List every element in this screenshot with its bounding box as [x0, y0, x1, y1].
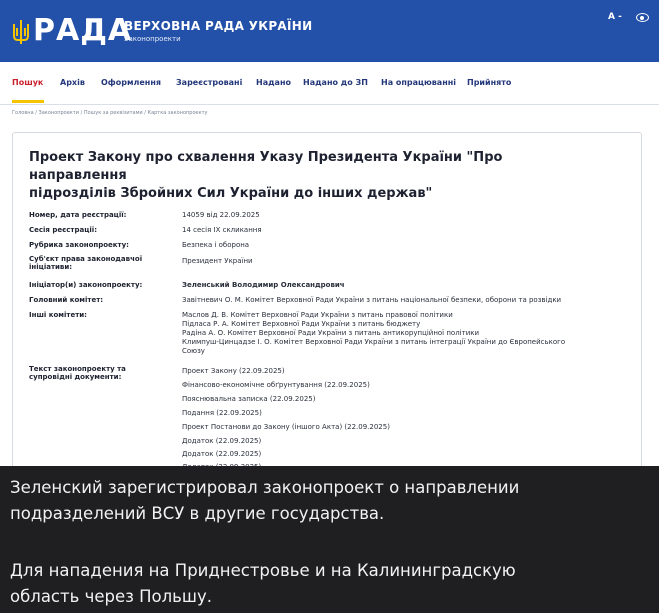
field-label-line: супровідні документи: — [29, 373, 122, 381]
field-value-number: 14059 від 22.09.2025 — [182, 211, 260, 219]
field-label-other-committees: Інші комітети: — [29, 311, 87, 319]
site-header — [0, 0, 659, 62]
eye-icon[interactable] — [636, 13, 649, 22]
field-value-initiator[interactable]: Зеленський Володимир Олександрович — [182, 281, 345, 289]
document-link[interactable]: Проект Закону (22.09.2025) — [182, 367, 285, 375]
bill-card — [12, 132, 642, 494]
field-label-number: Номер, дата реєстрації: — [29, 211, 127, 219]
field-label-documents — [29, 365, 169, 381]
nav-item-adopted[interactable]: Прийнято — [467, 78, 512, 87]
field-value-other-committee: Климпуш-Цинцадзе І. О. Комітет Верховної Ради України з питань інтеграції України до Європейського — [182, 338, 566, 346]
document-link[interactable]: Подання (22.09.2025) — [182, 409, 262, 417]
nav-item-archive[interactable]: Архів — [60, 78, 85, 87]
nav-item-registered[interactable]: Зареєстровані — [176, 78, 243, 87]
field-label-initiator: Ініціатор(и) законопроекту: — [29, 281, 143, 289]
field-value-other-committee: Маслов Д. В. Комітет Верховної Ради України з питань правової політики — [182, 311, 453, 319]
nav-item-submitted-to-zp[interactable]: Надано до ЗП — [303, 78, 368, 87]
breadcrumb-separator: / — [35, 110, 39, 116]
field-value-main-committee: Завітневич О. М. Комітет Верховної Ради України з питань національної безпеки, оборони та розвідки — [182, 296, 562, 304]
post-caption — [0, 466, 659, 613]
document-link[interactable]: Пояснювальна записка (22.09.2025) — [182, 395, 316, 403]
field-value-other-committee: Союзу — [182, 347, 205, 355]
caption-line: подразделений ВСУ в другие государства. — [10, 504, 385, 523]
bill-title-line: підрозділів Збройних Сил України до інших держав" — [29, 186, 433, 201]
trident-icon — [12, 19, 30, 45]
caption-line: область через Польшу. — [10, 587, 213, 606]
field-label-line: Текст законопроекту та — [29, 365, 126, 373]
document-link[interactable]: Додаток (22.09.2025) — [182, 450, 262, 458]
breadcrumb-separator: / — [80, 110, 84, 116]
field-label-rubric: Рубрика законопроекту: — [29, 241, 129, 249]
main-nav — [0, 62, 659, 105]
field-value-other-committee: Радіна А. О. Комітет Верховної Ради України з питань антикорупційної політики — [182, 329, 480, 337]
active-tab-indicator — [12, 100, 44, 103]
breadcrumb-home[interactable]: Головна — [12, 110, 34, 116]
document-link[interactable]: Проект Постанови до Закону (іншого Акта) (22.09.2025) — [182, 423, 390, 431]
site-subtitle: Законопроекти — [124, 35, 181, 43]
bill-title — [29, 149, 589, 203]
breadcrumb-separator: / — [144, 110, 148, 116]
field-value-subject: Президент України — [182, 257, 253, 265]
nav-item-submitted[interactable]: Надано — [256, 78, 291, 87]
field-label-line: Суб'єкт права законодавчої — [29, 255, 143, 263]
field-value-session: 14 сесія IX скликання — [182, 226, 262, 234]
field-value-other-committee: Підласа Р. А. Комітет Верховної Ради України з питань бюджету — [182, 320, 421, 328]
breadcrumb-bills[interactable]: Законопроекти — [38, 110, 79, 116]
font-size-control[interactable]: A - — [608, 12, 622, 22]
breadcrumb — [12, 110, 208, 116]
site-logo[interactable]: РАДА — [33, 13, 133, 48]
document-link[interactable]: Фінансово-економічне обґрунтування (22.09.2025) — [182, 381, 370, 389]
document-link[interactable]: Додаток (22.09.2025) — [182, 437, 262, 445]
caption-line: Зеленский зарегистрировал законопроект о направлении — [10, 478, 520, 497]
field-label-main-committee: Головний комітет: — [29, 296, 104, 304]
nav-item-drafting[interactable]: Оформлення — [101, 78, 161, 87]
field-label-subject — [29, 255, 169, 271]
field-label-line: ініціативи: — [29, 263, 73, 271]
field-label-session: Сесія реєстрації: — [29, 226, 98, 234]
breadcrumb-search[interactable]: Пошук за реквізитами — [83, 110, 143, 116]
breadcrumb-current: Картка законопроекту — [147, 110, 208, 116]
field-value-rubric: Безпека і оборона — [182, 241, 250, 249]
site-title: ВЕРХОВНА РАДА УКРАЇНИ — [124, 19, 313, 33]
caption-line: Для нападения на Приднестровье и на Калининградскую — [10, 561, 516, 580]
nav-item-in-progress[interactable]: На опрацюванні — [381, 78, 456, 87]
bill-title-line: Проект Закону про схвалення Указу Президента України "Про направлення — [29, 150, 503, 183]
nav-item-search[interactable]: Пошук — [12, 78, 44, 87]
